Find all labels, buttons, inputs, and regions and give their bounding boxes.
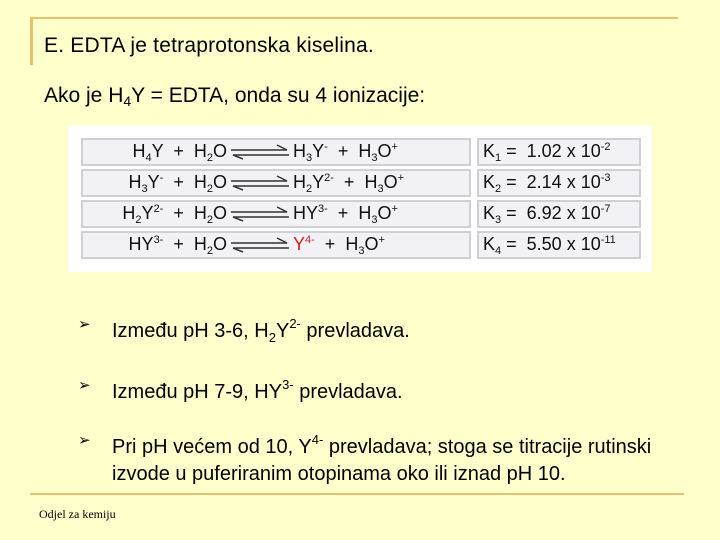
- formula-text: prevladava.: [293, 381, 403, 403]
- formula-text: Y: [293, 233, 306, 254]
- formula-subscript: 2: [206, 151, 213, 164]
- bullet-item: [78, 371, 678, 406]
- formula-text: HY: [293, 202, 319, 223]
- formula-text: prevladava; stoga se titracije rutinski izvode u puferiranim otopinama oko ili iznad pH 10.: [112, 436, 652, 485]
- formula-text: + H: [163, 233, 207, 254]
- formula-superscript: 2-: [153, 202, 164, 215]
- constant-exponent: -3: [600, 171, 611, 184]
- reactants: [87, 141, 227, 164]
- formula-text: Pri pH većem od 10, Y: [112, 436, 312, 458]
- reactants: [87, 234, 227, 257]
- formula-text: Y: [312, 140, 325, 161]
- equilibrium-constant: [483, 234, 616, 257]
- reactants: [87, 172, 227, 195]
- formula-text: O: [377, 140, 392, 161]
- formula-subscript: 3: [377, 182, 384, 195]
- formula-subscript: 3: [141, 182, 148, 195]
- formula-superscript: +: [391, 140, 398, 153]
- reaction-cell: [81, 231, 471, 259]
- constant-cell: [477, 138, 641, 166]
- equilibria-table-image: [68, 125, 652, 272]
- equilibria-table: [81, 135, 641, 262]
- formula-subscript: 4: [145, 151, 152, 164]
- formula-text: Između pH 3-6, H: [112, 320, 269, 342]
- constant-exponent: -2: [600, 140, 611, 153]
- products: [293, 141, 453, 164]
- constant-value: = 1.02 x 10: [501, 140, 601, 161]
- formula-subscript: 3: [371, 151, 378, 164]
- intro-suffix: Y = EDTA, onda su 4 ionizacije:: [131, 84, 426, 107]
- formula-text: H: [128, 171, 142, 192]
- constant-symbol: K: [483, 140, 496, 161]
- formula-text: + H: [163, 171, 207, 192]
- constant-symbol: K: [483, 202, 496, 223]
- formula-superscript: 3-: [282, 377, 294, 392]
- formula-subscript: 2: [206, 244, 213, 257]
- constant-symbol: K: [483, 171, 496, 192]
- formula-superscript: 3-: [318, 202, 328, 215]
- constant-index: 2: [495, 182, 502, 195]
- constant-value: = 6.92 x 10: [501, 202, 601, 223]
- formula-text: O: [212, 140, 227, 161]
- constant-cell: [477, 169, 641, 197]
- formula-text: H: [122, 202, 136, 223]
- equilibrium-arrows-icon: [229, 237, 291, 253]
- frame-left-line: [30, 17, 33, 65]
- products: [293, 203, 453, 226]
- formula-superscript: +: [397, 171, 405, 184]
- reaction-cell: [81, 169, 471, 197]
- formula-subscript: 2: [268, 330, 276, 345]
- formula-text: O: [364, 233, 379, 254]
- formula-text: + H: [163, 202, 207, 223]
- formula-text: O: [383, 171, 398, 192]
- constant-value: = 5.50 x 10: [501, 233, 601, 254]
- products: [293, 234, 453, 257]
- formula-subscript: 3: [358, 244, 365, 257]
- reaction-cell: [81, 138, 471, 166]
- arrow-bullet-icon: ➢: [78, 377, 91, 394]
- constant-exponent: -7: [600, 202, 611, 215]
- frame-top-line: [30, 17, 678, 19]
- footer-text: Odjel za kemiju: [39, 507, 116, 521]
- formula-text: Y: [275, 320, 290, 342]
- formula-text: Y: [312, 171, 325, 192]
- intro-subscript: 4: [123, 93, 132, 109]
- equilibrium-row: [81, 138, 641, 166]
- formula-text: HY: [128, 233, 154, 254]
- arrow-bullet-icon: ➢: [78, 316, 91, 333]
- constant-value: = 2.14 x 10: [501, 171, 601, 192]
- formula-text: Y: [147, 171, 160, 192]
- constant-index: 4: [495, 244, 502, 257]
- formula-superscript: 2-: [289, 316, 301, 331]
- formula-text: Y + H: [151, 140, 207, 161]
- formula-subscript: 3: [306, 151, 313, 164]
- formula-superscript: -: [159, 171, 164, 184]
- formula-text: O: [212, 202, 227, 223]
- equilibrium-row: [81, 200, 641, 228]
- formula-text: + H: [327, 140, 372, 161]
- constant-index: 3: [495, 213, 502, 226]
- bullet-list: [78, 310, 678, 508]
- formula-subscript: 2: [306, 182, 313, 195]
- formula-text: H: [293, 140, 306, 161]
- formula-superscript: +: [378, 233, 385, 246]
- formula-superscript: 2-: [324, 171, 334, 184]
- intro-prefix: Ako je H: [44, 84, 124, 107]
- equilibrium-constant: [483, 172, 611, 195]
- equilibrium-row: [81, 169, 641, 197]
- constant-exponent: -11: [600, 233, 616, 246]
- formula-text: prevladava.: [300, 320, 410, 342]
- formula-text: O: [212, 233, 227, 254]
- reaction-cell: [81, 200, 471, 228]
- formula-subscript: 3: [371, 213, 378, 226]
- bullet-item: [78, 426, 678, 488]
- equilibrium-arrows-icon: [229, 175, 291, 191]
- constant-index: 1: [495, 151, 502, 164]
- intro-text: [44, 84, 425, 109]
- equilibrium-row: [81, 231, 641, 259]
- formula-text: Y: [141, 202, 154, 223]
- formula-text: O: [212, 171, 227, 192]
- slide-title: E. EDTA je tetraprotonska kiselina.: [44, 34, 374, 57]
- bullet-item: [78, 310, 678, 351]
- formula-text: + H: [333, 171, 378, 192]
- formula-subscript: 2: [206, 182, 213, 195]
- formula-text: H: [132, 140, 146, 161]
- formula-superscript: 4-: [305, 233, 315, 246]
- constant-symbol: K: [483, 233, 496, 254]
- constant-cell: [477, 200, 641, 228]
- equilibrium-arrows-icon: [229, 206, 291, 222]
- formula-text: + H: [327, 202, 372, 223]
- constant-cell: [477, 231, 641, 259]
- products: [293, 172, 453, 195]
- formula-subscript: 2: [135, 213, 142, 226]
- formula-superscript: +: [391, 202, 398, 215]
- arrow-bullet-icon: ➢: [78, 432, 91, 449]
- reactants: [87, 203, 227, 226]
- formula-text: O: [377, 202, 392, 223]
- formula-superscript: 3-: [153, 233, 164, 246]
- equilibrium-constant: [483, 203, 611, 226]
- formula-subscript: 2: [206, 213, 213, 226]
- equilibrium-constant: [483, 141, 611, 164]
- formula-text: H: [293, 171, 306, 192]
- formula-superscript: -: [324, 140, 328, 153]
- equilibrium-arrows-icon: [229, 144, 291, 160]
- formula-text: + H: [314, 233, 359, 254]
- formula-text: Između pH 7-9, HY: [112, 381, 283, 403]
- formula-superscript: 4-: [311, 432, 324, 447]
